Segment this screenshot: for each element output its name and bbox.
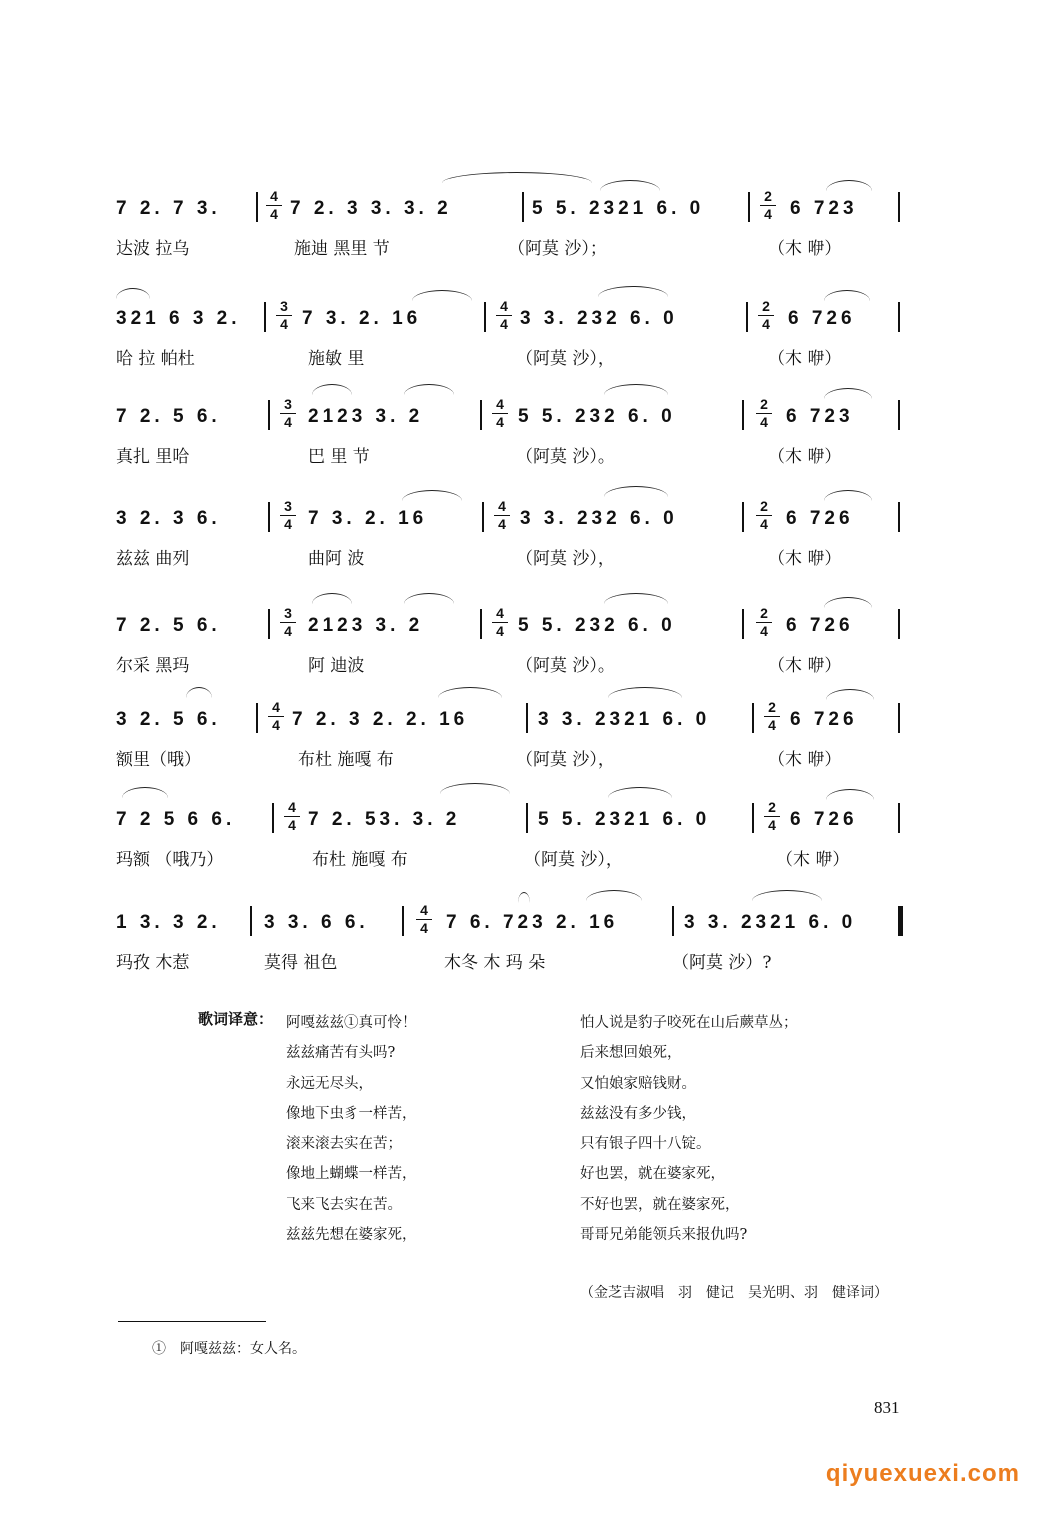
time-signature: 2 4 [756,605,772,640]
time-signature: 4 4 [496,298,512,333]
measure-notes: 3 2. 3 6. [116,508,221,529]
lyrics: （阿莫 沙）。 [516,447,615,467]
translation-line: 永远无尽头， [286,1075,373,1092]
barline [250,906,252,936]
measure-notes: 2123 3. 2 [308,615,424,636]
time-signature: 3 4 [276,298,292,333]
barline [256,192,258,222]
score-row [112,607,912,697]
lyrics: 阿 迪波 [308,656,365,676]
measure-notes: 3 3. 2321 6. 0 [684,912,857,933]
barline [752,803,754,833]
time-signature: 3 4 [280,498,296,533]
lyrics: 曲阿 波 [308,549,365,569]
barline [268,400,270,430]
lyrics: 巴 里 节 [308,447,370,467]
barline [748,192,750,222]
translation-line: 阿嘎兹兹①真可怜！ [286,1015,417,1031]
slur [598,286,668,297]
barline [898,609,900,639]
barline [272,803,274,833]
barline [898,703,900,733]
measure-notes: 3 3. 232 6. 0 [520,308,678,329]
slur [600,180,660,191]
time-signature: 4 4 [492,605,508,640]
slur [826,180,872,191]
slur [404,593,454,604]
measure-notes: 6 726 [786,615,854,636]
time-signature: 3 4 [280,605,296,640]
score-row [112,398,912,488]
lyrics: （木 咿） [768,239,842,259]
barline [264,302,266,332]
barline [268,502,270,532]
translation-line: 滚来滚去实在苦； [286,1136,402,1153]
score-row [112,190,912,280]
lyrics: 木冬 木 玛 朵 [444,953,546,973]
lyrics: （木 咿） [768,549,842,569]
time-signature: 4 4 [284,799,300,834]
measure-notes: 6 726 [786,508,854,529]
translation-line: 怕人说是豹子咬死在山后蕨草丛； [580,1015,798,1031]
time-signature: 2 4 [756,396,772,431]
barline [526,703,528,733]
score-row [112,500,912,590]
slur [824,290,870,301]
lyrics: 兹兹 曲列 [116,549,190,569]
barline [256,703,258,733]
barline [898,400,900,430]
measure-notes: 3 3. 6 6. [264,912,369,933]
barline [526,803,528,833]
time-signature: 2 4 [756,498,772,533]
lyrics: 莫得 祖色 [264,953,338,973]
slur [312,593,352,604]
watermark: qiyuexuexi.com [825,1460,1020,1487]
barline [898,803,900,833]
barline [672,906,674,936]
translation-line: 兹兹痛苦有头吗? [286,1045,396,1062]
translation-line: 只有银子四十八锭。 [580,1136,711,1153]
translation-line: 不好也罢，就在婆家死， [580,1196,740,1213]
lyrics: 额里（哦） [116,750,201,770]
measure-notes: 5 5. 2321 6. 0 [532,198,705,219]
time-signature: 4 4 [416,902,432,937]
barline [742,502,744,532]
translation-line: 又怕娘家赔钱财。 [580,1075,696,1092]
measure-notes: 321 6 3 2. [116,308,241,329]
slur [402,490,462,501]
time-signature: 2 4 [764,799,780,834]
lyrics: 玛额 （哦乃） [116,850,224,870]
measure-notes: 7 2. 3 3. 3. 2 [290,198,452,219]
score-row [112,701,912,791]
time-signature: 4 4 [268,699,284,734]
measure-notes: 6 726 [790,809,858,830]
time-signature: 2 4 [764,699,780,734]
translation-line: 哥哥兄弟能领兵来报仇吗? [580,1227,748,1244]
slur [824,597,872,608]
lyrics: （阿莫 沙）； [508,239,607,259]
time-signature: 4 4 [492,396,508,431]
measure-notes: 6 723 [790,198,858,219]
barline [752,703,754,733]
measure-notes: 6 726 [788,308,856,329]
translation-line: 好也罢，就在婆家死， [580,1166,725,1183]
time-signature: 2 4 [758,298,774,333]
barline [898,302,900,332]
barline [484,302,486,332]
slur [604,593,668,604]
slur [752,890,822,901]
measure-notes: 7 2. 5 6. [116,615,221,636]
lyrics: （木 咿） [768,750,842,770]
footnote: ① 阿嘎兹兹：女人名。 [152,1341,306,1357]
lyrics: （阿莫 沙）， [516,349,615,369]
slur [586,890,642,901]
lyrics: 尔采 黑玛 [116,656,190,676]
lyrics: 玛孜 木惹 [116,953,190,973]
translation-line: 兹兹先想在婆家死， [286,1227,417,1244]
measure-notes: 7 3. 2. 16 [302,308,422,329]
lyrics: （木 咿） [768,447,842,467]
lyrics: 达波 拉乌 [116,239,190,259]
page-number: 831 [874,1398,900,1417]
slur [116,288,150,299]
measure-notes: 6 726 [790,709,858,730]
measure-notes: 5 5. 232 6. 0 [518,406,676,427]
translation-line: 兹兹没有多少钱， [580,1105,696,1122]
final-barline [898,906,903,936]
slur [412,290,472,301]
translation-line: 后来想回娘死， [580,1045,682,1062]
lyrics: （阿莫 沙）， [516,750,615,770]
barline [480,400,482,430]
barline [742,400,744,430]
measure-notes: 7 6. 723 2. 16 [446,912,619,933]
time-signature: 4 4 [266,188,282,223]
lyrics: 布杜 施嘎 布 [312,850,408,870]
lyrics: （阿莫 沙）， [524,850,623,870]
lyrics: 哈 拉 帕杜 [116,349,195,369]
translation-right [580,1008,798,1250]
barline [746,302,748,332]
measure-notes: 7 2. 3 2. 2. 16 [292,709,469,730]
lyrics: 施敏 里 [308,349,365,369]
barline [742,609,744,639]
measure-notes: 3 3. 232 6. 0 [520,508,678,529]
score-row [112,801,912,891]
time-signature: 2 4 [760,188,776,223]
lyrics: （木 咿） [768,656,842,676]
measure-notes: 7 2. 7 3. [116,198,221,219]
measure-notes: 7 2. 5 6. [116,406,221,427]
measure-notes: 5 5. 2321 6. 0 [538,809,711,830]
translation-left [286,1008,417,1250]
lyrics: （木 咿） [776,850,850,870]
lyrics: （木 咿） [768,349,842,369]
credit-line: （金芝吉淑唱 羽 健记 吴光明、羽 健译词） [580,1285,888,1301]
translation-line: 像地下虫豸一样苦， [286,1105,417,1122]
measure-notes: 2123 3. 2 [308,406,424,427]
barline [480,609,482,639]
lyrics: 真扎 里哈 [116,447,190,467]
measure-notes: 1 3. 3 2. [116,912,221,933]
barline [522,192,524,222]
translation-line: 像地上蝴蝶一样苦， [286,1166,417,1183]
translation-line: 飞来飞去实在苦。 [286,1196,402,1213]
lyrics: （阿莫 沙）。 [516,656,615,676]
slur [442,172,592,183]
barline [268,609,270,639]
measure-notes: 6 723 [786,406,854,427]
lyrics: 布杜 施嘎 布 [298,750,394,770]
score-row [112,300,912,390]
lyrics: 施迪 黑里 节 [294,239,390,259]
measure-notes: 5 5. 232 6. 0 [518,615,676,636]
slur [824,490,872,501]
time-signature: 3 4 [280,396,296,431]
measure-notes: 3 3. 2321 6. 0 [538,709,711,730]
barline [898,192,900,222]
slur [518,892,530,903]
barline [482,502,484,532]
lyrics: （阿莫 沙）? [672,953,772,973]
barline [402,906,404,936]
measure-notes: 7 2 5 6 6. [116,809,236,830]
measure-notes: 7 2. 53. 3. 2 [308,809,461,830]
score-row [112,904,912,994]
barline [898,502,900,532]
footnote-divider [118,1321,266,1322]
time-signature: 4 4 [494,498,510,533]
measure-notes: 7 3. 2. 16 [308,508,428,529]
lyrics: （阿莫 沙）， [516,549,615,569]
measure-notes: 3 2. 5 6. [116,709,221,730]
translation-label: 歌词译意： [198,1010,274,1028]
